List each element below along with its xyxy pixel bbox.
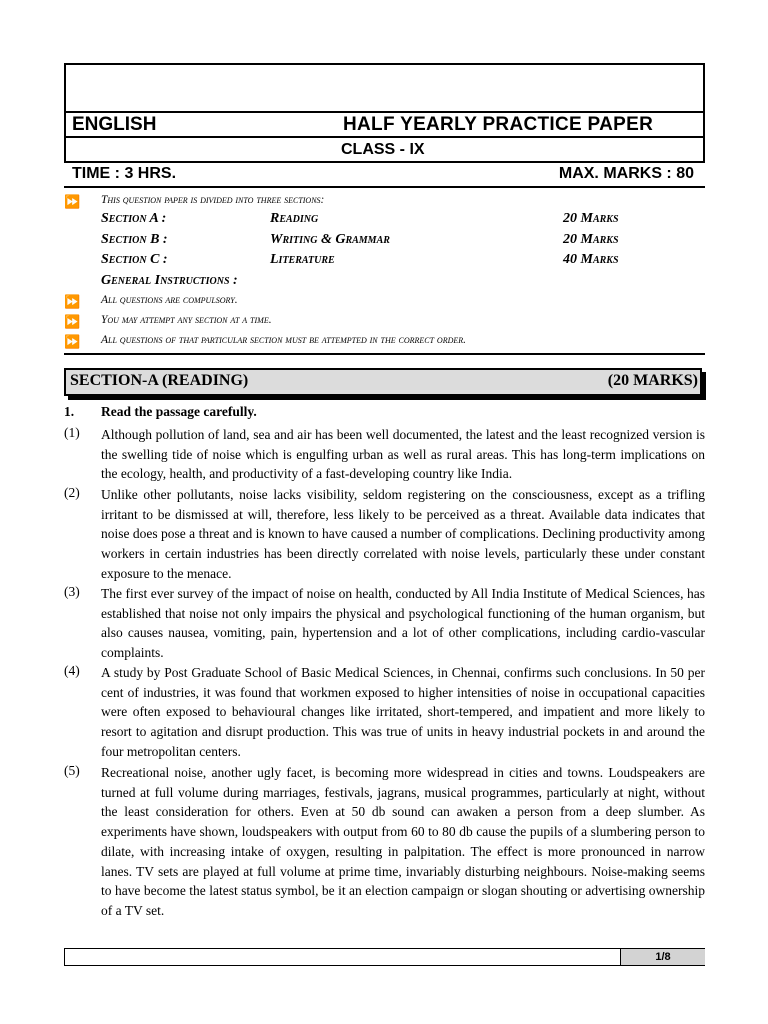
bullet-icon: ⏩ <box>64 194 81 209</box>
passage-paragraph: Unlike other pollutants, noise lacks visibility, seldom registering on the consciousness, except as a trifling irritant to be dismissed at will, therefore, less likely to be perceived as a threat. Available data indicates that noise does pose a threat and is known to have caused a number of complications. Declining productivity among workers in certain industries has been directly correlated with noise levels, particularly these under constant exposure to the menace. <box>101 487 705 581</box>
section-marks: (20 MARKS) <box>607 372 698 389</box>
section-b-name: Writing & Grammar <box>270 232 390 247</box>
header-divider <box>64 186 705 188</box>
section-c-marks: 40 Marks <box>563 252 619 267</box>
footer-bar <box>64 948 705 966</box>
section-c-label: Section C : <box>101 252 168 267</box>
bullet-icon: ⏩ <box>64 334 81 349</box>
time-label: TIME : 3 HRS. <box>72 165 177 182</box>
section-a-name: Reading <box>270 211 319 226</box>
header-top-box <box>64 63 705 113</box>
question-text: Read the passage carefully. <box>101 404 257 419</box>
section-b-label: Section B : <box>101 232 168 247</box>
bullet-icon: ⏩ <box>64 294 81 309</box>
general-instructions-heading: General Instructions : <box>101 273 238 288</box>
paragraph-number: (5) <box>64 763 80 778</box>
section-title: SECTION-A (READING) <box>70 372 249 389</box>
subject-title: ENGLISH <box>72 114 157 135</box>
page-number: 1/8 <box>620 949 705 965</box>
section-c-name: Literature <box>270 252 335 267</box>
paragraph-number: (3) <box>64 584 80 599</box>
paragraph-number: (1) <box>64 425 80 440</box>
section-b-marks: 20 Marks <box>563 232 619 247</box>
passage-paragraph: Although pollution of land, sea and air has been well documented, the latest and the least recognized version is the swelling tide of noise which is engulfing urban as well as rural areas. This has long-term implications on the ecology, health, and productivity of a fast-developing country like India. <box>101 427 705 482</box>
passage-paragraph: A study by Post Graduate School of Basic Medical Sciences, in Chennai, confirms such conclusions. In 50 per cent of industries, it was found that workmen exposed to higher intensities of noise in occupational capacities were often exposed to behavioural changes like irritated, short-tempered, and impatient and more likely to resort to agitation and disrupt production. This was true of units in heavy industrial pockets in and around the four metropolitan centers. <box>101 665 705 759</box>
paper-title: HALF YEARLY PRACTICE PAPER <box>343 114 654 135</box>
bullet-icon: ⏩ <box>64 314 81 329</box>
section-a-label: Section A : <box>101 211 167 226</box>
section-a-marks: 20 Marks <box>563 211 619 226</box>
paragraph-number: (4) <box>64 663 80 678</box>
instructions-intro: This question paper is divided into three sections: <box>101 194 325 206</box>
max-marks-label: MAX. MARKS : 80 <box>558 165 694 182</box>
instruction-item: You may attempt any section at a time. <box>101 314 272 326</box>
paragraph-number: (2) <box>64 485 80 500</box>
passage-paragraph: Recreational noise, another ugly facet, is becoming more widespread in cities and towns. Loudspeakers are turned at full volume during marriages, festivals, jagrans, musical programmes, particularly at night, without the least consideration for others. Even at 50 db sound can awaken a person from a deep slumber. As experiments have shown, loudspeakers with output from 60 to 80 db cause the pupils of a slumbering person to dilate, with increasing intake of oxygen, resulting in palpitation. The effect is more pronounced in narrow lanes. TV sets are played at full volume at prime time, invariably disturbing neighbours. Noise-making seems to have become the latest status symbol, be it an election campaign or slogan shouting or advertising ownership of a TV set. <box>101 765 705 918</box>
class-label: CLASS - IX <box>341 141 425 158</box>
instruction-item: All questions of that particular section must be attempted in the correct order. <box>101 334 467 346</box>
question-number: 1. <box>64 404 75 419</box>
instruction-item: All questions are compulsory. <box>101 294 238 306</box>
instructions-divider <box>64 353 705 355</box>
passage-paragraph: The first ever survey of the impact of noise on health, conducted by All India Institute of Medical Sciences, has established that noise not only impairs the physical and psychological functioning of the human organism, but also causes nausea, vomiting, pain, hypertension and a lot of other complications, including cardio-vascular complaints. <box>101 586 705 661</box>
